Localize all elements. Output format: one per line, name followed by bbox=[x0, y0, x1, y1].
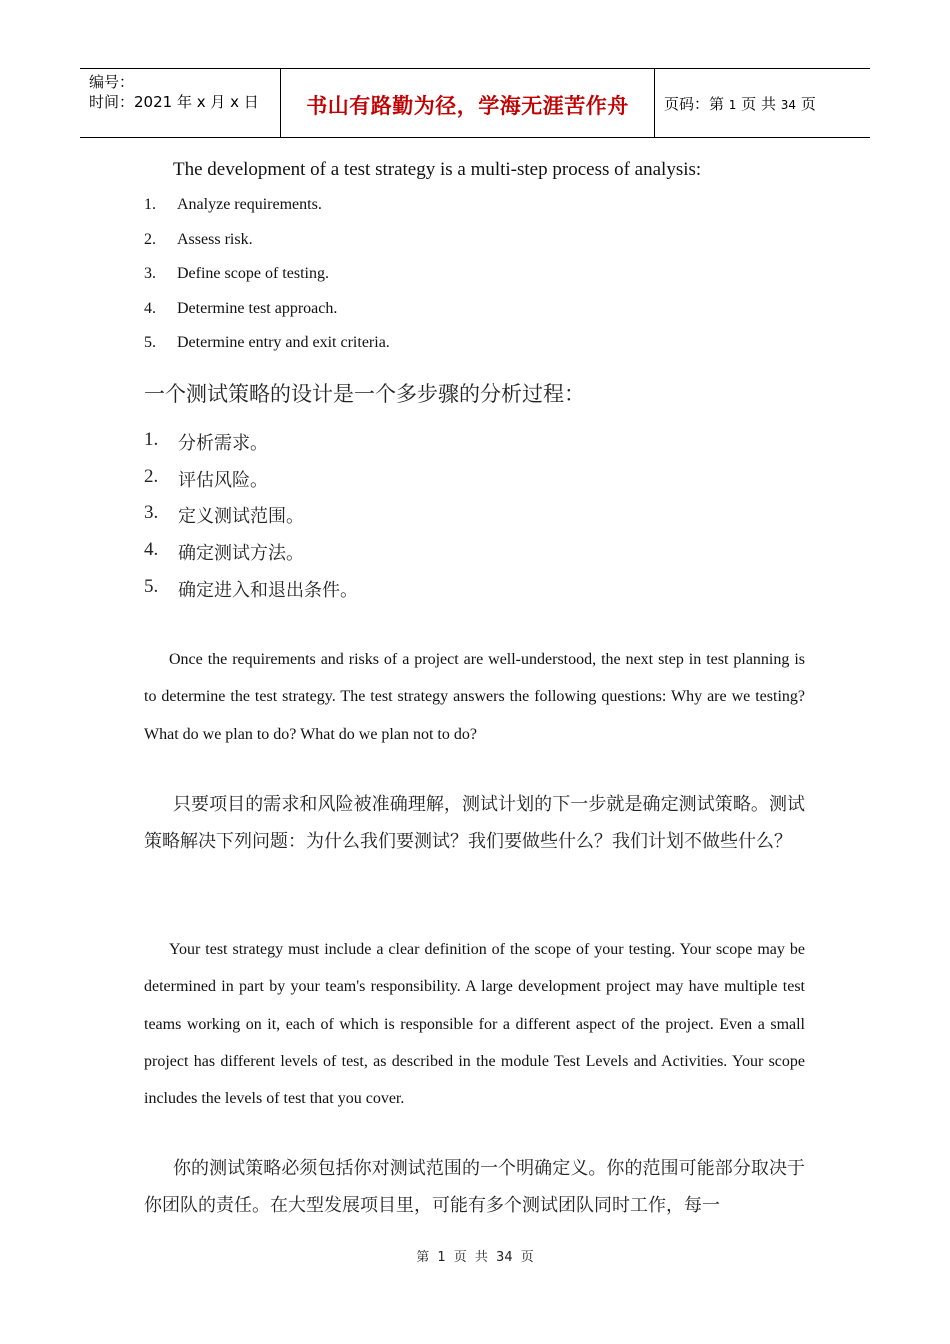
page-total: 34 bbox=[780, 98, 797, 112]
list-text: Determine test approach. bbox=[177, 299, 338, 317]
date-label: 时间：2021 年 x 月 x 日 bbox=[89, 93, 259, 111]
motto-text: 书山有路勤为径，学海无涯苦作舟 bbox=[306, 94, 629, 118]
list-number: 4. bbox=[144, 299, 156, 317]
english-paragraph-strategy: Once the requirements and risks of a project are well-understood, the next step in test planning is to determine the test strategy. The test strategy answers the following questions: Why are we testing? What do we plan to do? What do we plan not to do? bbox=[144, 651, 805, 743]
list-text: 确定测试方法。 bbox=[178, 543, 304, 565]
list-number: 3. bbox=[144, 265, 156, 282]
page-indicator bbox=[664, 93, 816, 114]
chinese-paragraph-strategy: 只要项目的需求和风险被准确理解，测试计划的下一步就是确定测试策略。测试策略解决下列问题：为什么我们要测试？我们要做些什么？我们计划不做些什么？ bbox=[144, 794, 805, 852]
list-text: Determine entry and exit criteria. bbox=[177, 334, 390, 351]
list-text: 确定进入和退出条件。 bbox=[178, 579, 358, 601]
list-number: 1. bbox=[144, 196, 156, 213]
page-current: 1 bbox=[728, 98, 737, 112]
list-text: Assess risk. bbox=[177, 230, 253, 248]
list-number: 5. bbox=[144, 334, 156, 351]
english-paragraph-scope: Your test strategy must include a clear definition of the scope of your testing. Your scope may be determined in part by your team's responsibility. A large development project may have multiple test teams working on it, each of which is responsible for a different aspect of the project. Even a small project has different levels of test, as described in the module Test Levels and Activities. Your scope includes the levels of test that you cover. bbox=[144, 941, 805, 1108]
header-info-cell bbox=[80, 69, 280, 137]
intro-sentence: The development of a test strategy is a multi-step process of analysis: bbox=[173, 159, 702, 180]
list-text: 定义测试范围。 bbox=[178, 506, 304, 528]
list-number: 3. bbox=[144, 502, 159, 524]
header-page-cell bbox=[654, 69, 870, 137]
page-footer: 第 1 页 共 34 页 bbox=[416, 1250, 534, 1265]
list-text: 评估风险。 bbox=[178, 469, 268, 491]
list-number: 4. bbox=[144, 539, 159, 561]
list-text: Define scope of testing. bbox=[177, 265, 329, 282]
serial-number-label: 编号： bbox=[89, 73, 135, 91]
chinese-heading: 一个测试策略的设计是一个多步骤的分析过程： bbox=[144, 382, 585, 406]
list-number: 1. bbox=[144, 429, 159, 450]
page-suffix: 页 bbox=[800, 95, 816, 113]
list-text: Analyze requirements. bbox=[177, 196, 322, 213]
header-motto-cell bbox=[280, 69, 655, 137]
list-number: 2. bbox=[144, 230, 156, 248]
list-text: 分析需求。 bbox=[178, 433, 268, 454]
list-number: 5. bbox=[144, 575, 159, 597]
list-number: 2. bbox=[144, 465, 159, 487]
page-mid: 页 共 bbox=[741, 95, 776, 113]
header-table bbox=[80, 68, 870, 138]
chinese-paragraph-scope: 你的测试策略必须包括你对测试范围的一个明确定义。你的范围可能部分取决于你团队的责任。在大型发展项目里，可能有多个测试团队同时工作，每一 bbox=[144, 1158, 805, 1216]
page-prefix: 页码：第 bbox=[664, 95, 725, 113]
